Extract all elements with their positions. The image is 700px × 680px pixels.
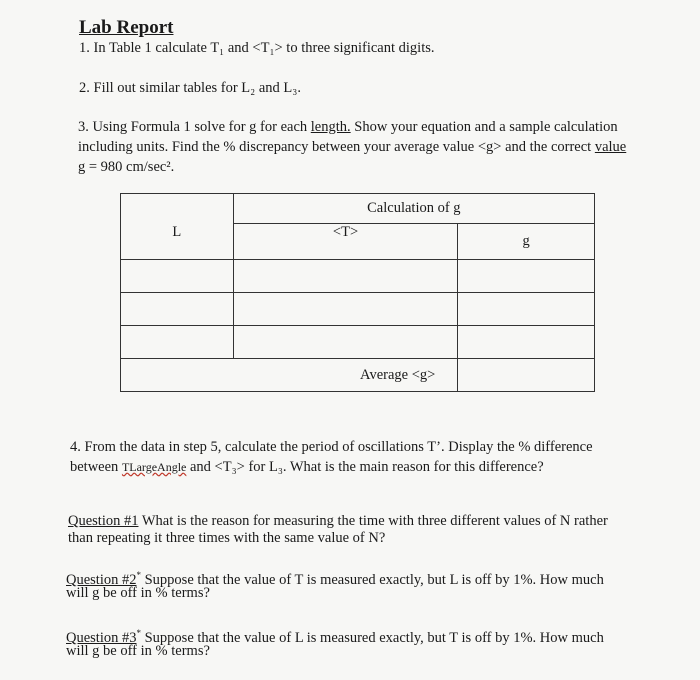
page-title: Lab Report xyxy=(79,17,174,38)
average-label: Average <g> xyxy=(233,359,458,392)
table-cell[interactable] xyxy=(233,260,458,293)
step-3-text: 3. Using Formula 1 solve for g for each xyxy=(78,119,311,135)
step-4-text: and <T₃> for L₃. What is the main reason for this difference? xyxy=(186,459,544,475)
table-cell[interactable] xyxy=(121,293,234,326)
column-header-g: g xyxy=(458,224,595,260)
step-3-text: including units. Find the % discrepancy between your average value <g> and the correct xyxy=(78,139,595,155)
table-row xyxy=(121,260,595,293)
average-value-cell[interactable] xyxy=(458,359,595,392)
step-3-line-1 xyxy=(78,117,618,137)
spellcheck-word: TLargeAngle xyxy=(121,460,187,474)
step-3-value-link: value xyxy=(594,139,627,155)
question-3-text: Suppose that the value of L is measured exactly, but T is off by 1%. How much xyxy=(140,629,604,646)
table-cell[interactable] xyxy=(121,260,234,293)
table-caption xyxy=(233,194,594,224)
step-4-line-1: 4. From the data in step 5, calculate the period of oscillations T’. Display the % difference xyxy=(70,439,593,455)
step-1-text: 1. In Table 1 calculate T₁ and <T₁> to three significant digits. xyxy=(79,40,435,56)
question-1-line-2: than repeating it three times with the same value of N? xyxy=(68,530,386,546)
step-3-line-3: g = 980 cm/sec². xyxy=(78,159,175,175)
question-3-line-2: will g be off in % terms? xyxy=(66,643,210,659)
question-2-star: * xyxy=(136,570,141,580)
question-2-text: Suppose that the value of T is measured exactly, but L is off by 1%. How much xyxy=(140,571,604,588)
table-row xyxy=(121,293,595,326)
step-2-text: 2. Fill out similar tables for L₂ and L₃. xyxy=(79,80,301,96)
table-cell[interactable] xyxy=(458,260,595,293)
step-3-line-2 xyxy=(78,137,626,157)
question-1-label: Question #1 xyxy=(68,513,139,529)
table-cell[interactable] xyxy=(233,293,458,326)
question-2-line-2: will g be off in % terms? xyxy=(66,585,210,601)
step-3-text: Show your equation and a sample calculation xyxy=(350,119,618,135)
table-row xyxy=(121,326,595,359)
question-3-star: * xyxy=(136,628,141,638)
question-2-label: Question #2 xyxy=(66,571,137,588)
step-4-text: between xyxy=(70,459,122,475)
calculation-table xyxy=(120,193,595,392)
table-cell[interactable] xyxy=(233,326,458,359)
table-cell[interactable] xyxy=(458,293,595,326)
step-4-line-2 xyxy=(70,457,544,477)
step-3-length-link: length. xyxy=(310,119,351,135)
table-cell[interactable] xyxy=(121,326,234,359)
question-3-label: Question #3 xyxy=(66,629,137,646)
table-cell xyxy=(121,359,234,392)
table-caption-text: Calculation of g xyxy=(367,200,461,216)
question-1-text: What is the reason for measuring the time with three different values of N rather xyxy=(138,513,608,529)
table-cell[interactable] xyxy=(458,326,595,359)
column-header-L: L xyxy=(121,224,234,260)
column-header-T: <T> xyxy=(233,224,458,260)
average-row xyxy=(121,359,595,392)
table-cell xyxy=(121,194,234,224)
